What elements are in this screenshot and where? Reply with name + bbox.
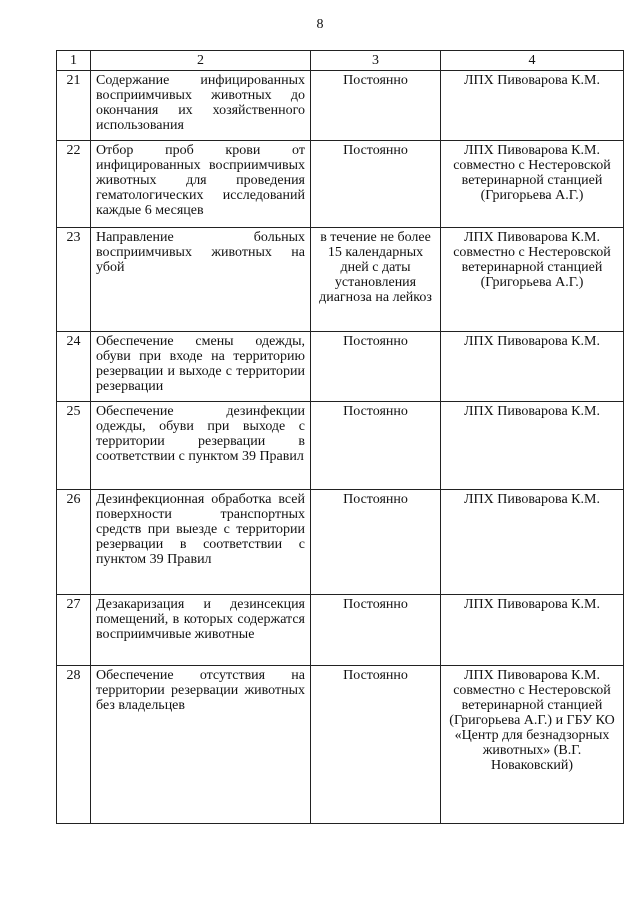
- measures-table: [56, 50, 624, 824]
- row-number: 26: [57, 490, 91, 595]
- measure-deadline: Постоянно: [311, 595, 441, 666]
- measure-deadline: Постоянно: [311, 666, 441, 824]
- header-cell-3: 3: [311, 51, 441, 71]
- measure-description: Дезакаризация и дезинсекция помещений, в которых содержатся восприимчивые животные: [91, 595, 311, 666]
- measure-responsible: ЛПХ Пивоварова К.М.: [441, 595, 624, 666]
- header-cell-4: 4: [441, 51, 624, 71]
- table-header-row: [57, 51, 624, 71]
- table-row: [57, 141, 624, 228]
- table-row: [57, 402, 624, 490]
- row-number: 22: [57, 141, 91, 228]
- page-number: 8: [316, 17, 324, 32]
- row-number: 28: [57, 666, 91, 824]
- table-row: [57, 666, 624, 824]
- measure-deadline: Постоянно: [311, 71, 441, 141]
- measure-description: Обеспечение смены одежды, обуви при входе на территорию резервации и выходе с территории резервации: [91, 332, 311, 402]
- row-number: 27: [57, 595, 91, 666]
- measure-description: Дезинфекционная обработка всей поверхности транспортных средств при выезде с территории резервации в соответствии с пунктом 39 Правил: [91, 490, 311, 595]
- row-number: 25: [57, 402, 91, 490]
- measure-description: Обеспечение отсутствия на территории резервации животных без владельцев: [91, 666, 311, 824]
- measure-description: Содержание инфицированных восприимчивых животных до окончания их хозяйственного использования: [91, 71, 311, 141]
- measure-responsible: ЛПХ Пивоварова К.М.: [441, 332, 624, 402]
- header-cell-2: 2: [91, 51, 311, 71]
- measure-deadline: Постоянно: [311, 332, 441, 402]
- measure-responsible: ЛПХ Пивоварова К.М.: [441, 402, 624, 490]
- table-row: [57, 595, 624, 666]
- measure-responsible: ЛПХ Пивоварова К.М. совместно с Нестеровской ветеринарной станцией (Григорьева А.Г.): [441, 141, 624, 228]
- table-row: [57, 228, 624, 332]
- row-number: 21: [57, 71, 91, 141]
- measure-deadline: Постоянно: [311, 402, 441, 490]
- measure-description: Направление больных восприимчивых животных на убой: [91, 228, 311, 332]
- header-cell-1: 1: [57, 51, 91, 71]
- measure-responsible: ЛПХ Пивоварова К.М.: [441, 490, 624, 595]
- row-number: 24: [57, 332, 91, 402]
- table-row: [57, 71, 624, 141]
- measure-responsible: ЛПХ Пивоварова К.М. совместно с Нестеровской ветеринарной станцией (Григорьева А.Г.): [441, 228, 624, 332]
- table-row: [57, 490, 624, 595]
- table-row: [57, 332, 624, 402]
- measure-description: Отбор проб крови от инфицированных восприимчивых животных для проведения гематологических исследований каждые 6 месяцев: [91, 141, 311, 228]
- measure-deadline: Постоянно: [311, 490, 441, 595]
- row-number: 23: [57, 228, 91, 332]
- measure-deadline: Постоянно: [311, 141, 441, 228]
- measure-deadline: в течение не более 15 календарных дней с даты установления диагноза на лейкоз: [311, 228, 441, 332]
- measure-description: Обеспечение дезинфекции одежды, обуви при выходе с территории резервации в соответствии с пунктом 39 Правил: [91, 402, 311, 490]
- measure-responsible: ЛПХ Пивоварова К.М. совместно с Нестеровской ветеринарной станцией (Григорьева А.Г.) и ГБУ КО «Центр для безнадзорных животных» (В.Г. Новаковский): [441, 666, 624, 824]
- measure-responsible: ЛПХ Пивоварова К.М.: [441, 71, 624, 141]
